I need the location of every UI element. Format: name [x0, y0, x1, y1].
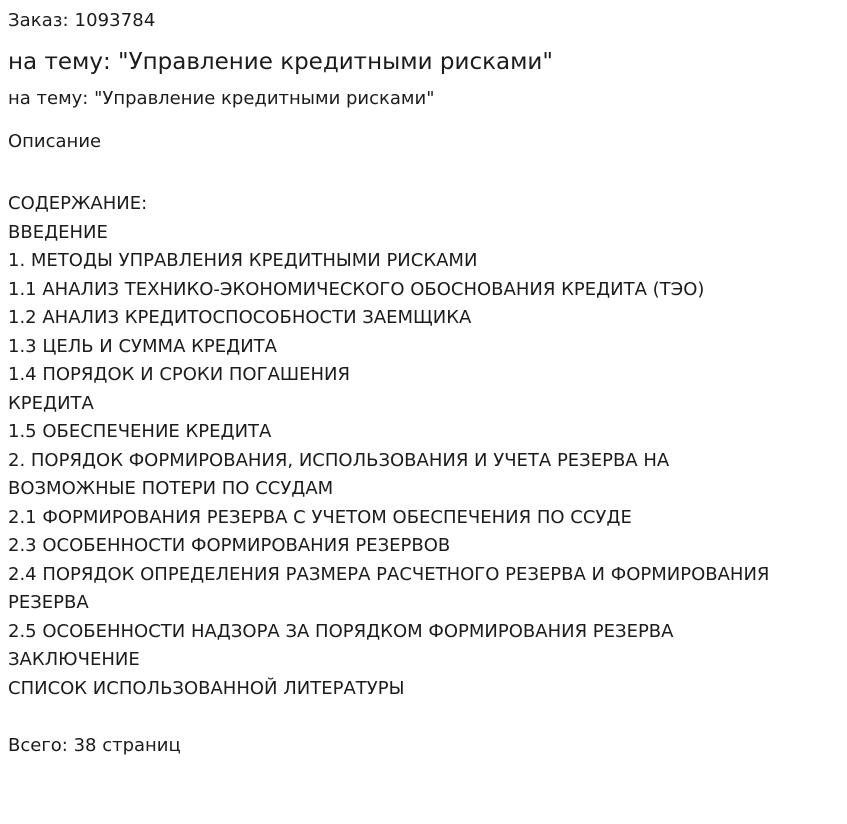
- toc-line: 1. МЕТОДЫ УПРАВЛЕНИЯ КРЕДИТНЫМИ РИСКАМИ: [8, 250, 478, 271]
- toc-line: ВВЕДЕНИЕ: [8, 221, 108, 243]
- page-title: на тему: "Управление кредитными рисками": [8, 49, 553, 75]
- toc-line: 2. ПОРЯДОК ФОРМИРОВАНИЯ, ИСПОЛЬЗОВАНИЯ И УЧЕТА РЕЗЕРВА НА: [8, 449, 670, 471]
- page-subtitle: на тему: "Управление кредитными рисками": [8, 88, 435, 109]
- toc-line: 1.2 АНАЛИЗ КРЕДИТОСПОСОБНОСТИ ЗАЕМЩИКА: [8, 307, 472, 328]
- toc-line: 2.5 ОСОБЕННОСТИ НАДЗОРА ЗА ПОРЯДКОМ ФОРМИРОВАНИЯ РЕЗЕРВА: [8, 620, 674, 642]
- toc-line: 1.4 ПОРЯДОК И СРОКИ ПОГАШЕНИЯ: [8, 364, 351, 385]
- toc-line: СОДЕРЖАНИЕ:: [8, 193, 148, 214]
- description-label: Описание: [8, 131, 102, 152]
- toc-line: 1.3 ЦЕЛЬ И СУММА КРЕДИТА: [8, 335, 277, 357]
- table-of-contents: [8, 190, 839, 703]
- toc-line: 2.1 ФОРМИРОВАНИЯ РЕЗЕРВА С УЧЕТОМ ОБЕСПЕЧЕНИЯ ПО ССУДЕ: [8, 506, 632, 528]
- toc-line: КРЕДИТА: [8, 392, 94, 414]
- toc-line: ЗАКЛЮЧЕНИЕ: [8, 649, 140, 670]
- toc-line: ВОЗМОЖНЫЕ ПОТЕРИ ПО ССУДАМ: [8, 478, 334, 499]
- toc-line: 1.1 АНАЛИЗ ТЕХНИКО-ЭКОНОМИЧЕСКОГО ОБОСНОВАНИЯ КРЕДИТА (ТЭО): [8, 278, 705, 300]
- toc-line: 2.3 ОСОБЕННОСТИ ФОРМИРОВАНИЯ РЕЗЕРВОВ: [8, 535, 451, 556]
- toc-line: 1.5 ОБЕСПЕЧЕНИЕ КРЕДИТА: [8, 421, 272, 442]
- total-pages: Всего: 38 страниц: [8, 735, 181, 756]
- toc-line: СПИСОК ИСПОЛЬЗОВАННОЙ ЛИТЕРАТУРЫ: [8, 677, 405, 699]
- order-number: Заказ: 1093784: [8, 10, 156, 31]
- toc-line: 2.4 ПОРЯДОК ОПРЕДЕЛЕНИЯ РАЗМЕРА РАСЧЕТНОГО РЕЗЕРВА И ФОРМИРОВАНИЯ: [8, 563, 770, 585]
- toc-line: РЕЗЕРВА: [8, 592, 89, 613]
